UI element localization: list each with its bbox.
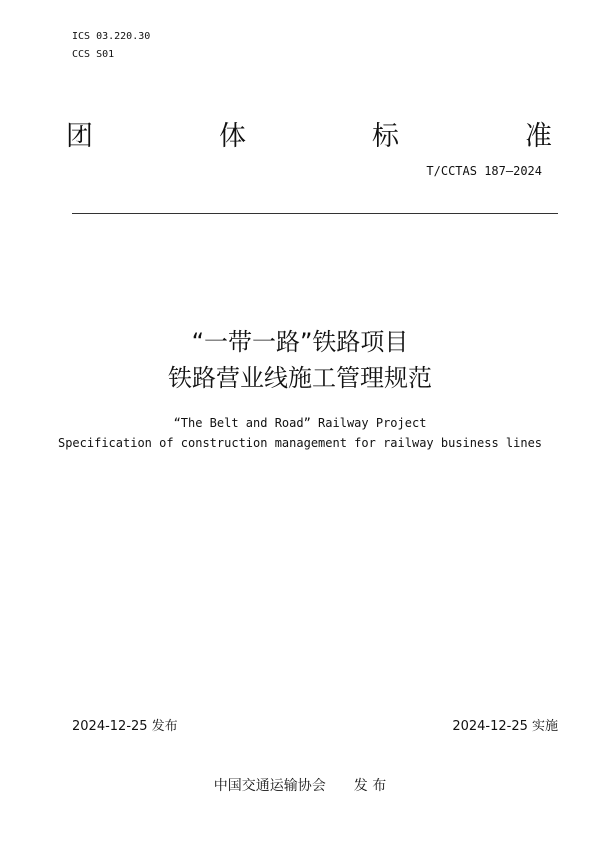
classification-codes [72,28,150,64]
implementation-date: 2024-12-25 实施 [452,719,558,734]
ics-code: ICS 03.220.30 [72,31,151,42]
english-title [0,413,600,453]
chinese-title-line-1: “一带一路”铁路项目 [191,328,409,356]
standard-number: T/CCTAS 187—2024 [426,164,542,178]
header-divider [72,213,558,214]
chinese-title-line-2: 铁路营业线施工管理规范 [168,364,432,392]
chinese-title [0,324,600,396]
publish-date: 2024-12-25 发布 [72,719,178,734]
standard-type-char: 标 [372,121,399,152]
standard-type-char: 准 [525,121,552,152]
publisher-action: 发 布 [353,778,387,794]
standard-type-char: 体 [219,121,246,152]
standard-type-heading [66,114,552,153]
ccs-code: CCS S01 [72,49,115,60]
publisher-line [0,775,600,795]
publisher-name: 中国交通运输协会 [213,778,326,794]
english-title-line-2: Specification of construction management for railway business lines [57,436,543,450]
standard-type-char: 团 [66,121,93,152]
english-title-line-1: “The Belt and Road” Railway Project [173,416,427,430]
